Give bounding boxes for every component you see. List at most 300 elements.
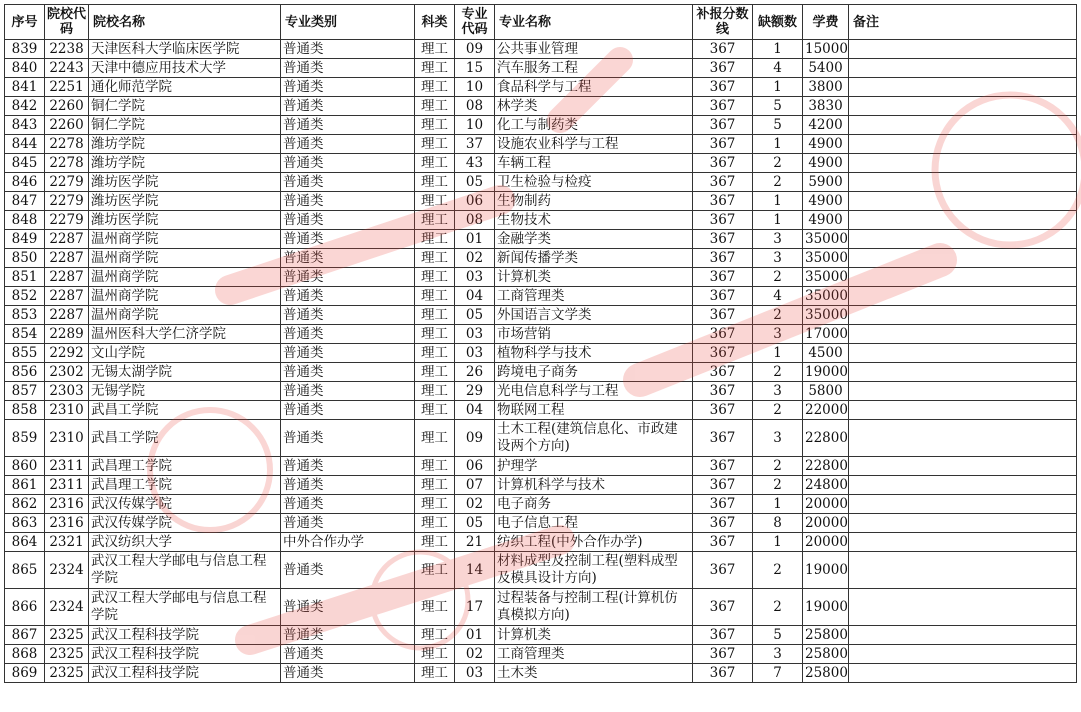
header-school-name: 院校名称 [89, 5, 281, 40]
cell-seq: 842 [5, 97, 45, 116]
cell-school-name: 潍坊学院 [89, 135, 281, 154]
cell-school-name: 潍坊医学院 [89, 192, 281, 211]
table-row [5, 495, 1077, 514]
cell-school-code: 2325 [45, 645, 89, 664]
cell-tuition: 4200 [803, 116, 849, 135]
cell-school-name: 武汉工程科技学院 [89, 645, 281, 664]
cell-major-code: 43 [455, 154, 495, 173]
cell-vacancy: 2 [753, 476, 803, 495]
cell-remark [849, 192, 1077, 211]
cell-tuition: 4900 [803, 154, 849, 173]
cell-major-code: 02 [455, 249, 495, 268]
cell-seq: 866 [5, 589, 45, 626]
cell-remark [849, 287, 1077, 306]
header-remark: 备注 [849, 5, 1077, 40]
cell-score-line: 367 [693, 268, 753, 287]
cell-school-code: 2310 [45, 401, 89, 420]
cell-school-code: 2292 [45, 344, 89, 363]
cell-tuition: 4900 [803, 135, 849, 154]
cell-tuition: 17000 [803, 325, 849, 344]
header-tuition: 学费 [803, 5, 849, 40]
cell-vacancy: 1 [753, 135, 803, 154]
cell-score-line: 367 [693, 514, 753, 533]
cell-remark [849, 249, 1077, 268]
cell-major-name: 化工与制药类 [495, 116, 693, 135]
cell-major-code: 02 [455, 495, 495, 514]
cell-remark [849, 173, 1077, 192]
cell-major-category: 普通类 [281, 287, 415, 306]
cell-remark [849, 533, 1077, 552]
cell-school-name: 天津中德应用技术大学 [89, 59, 281, 78]
table-row [5, 363, 1077, 382]
cell-major-category: 普通类 [281, 325, 415, 344]
cell-seq: 847 [5, 192, 45, 211]
cell-score-line: 367 [693, 40, 753, 59]
cell-seq: 861 [5, 476, 45, 495]
cell-tuition: 4500 [803, 344, 849, 363]
cell-major-code: 03 [455, 325, 495, 344]
cell-subject: 理工 [415, 97, 455, 116]
cell-major-code: 10 [455, 78, 495, 97]
header-seq: 序号 [5, 5, 45, 40]
cell-score-line: 367 [693, 420, 753, 457]
cell-major-category: 普通类 [281, 40, 415, 59]
cell-tuition: 35000 [803, 230, 849, 249]
cell-tuition: 5800 [803, 382, 849, 401]
cell-remark [849, 97, 1077, 116]
cell-major-category: 普通类 [281, 135, 415, 154]
cell-remark [849, 401, 1077, 420]
cell-school-code: 2251 [45, 78, 89, 97]
cell-remark [849, 382, 1077, 401]
cell-vacancy: 3 [753, 230, 803, 249]
cell-vacancy: 5 [753, 116, 803, 135]
cell-school-name: 通化师范学院 [89, 78, 281, 97]
cell-major-category: 普通类 [281, 476, 415, 495]
table-row [5, 40, 1077, 59]
cell-score-line: 367 [693, 589, 753, 626]
cell-remark [849, 154, 1077, 173]
cell-remark [849, 645, 1077, 664]
cell-seq: 864 [5, 533, 45, 552]
cell-school-code: 2279 [45, 173, 89, 192]
cell-school-code: 2303 [45, 382, 89, 401]
cell-major-code: 08 [455, 97, 495, 116]
cell-tuition: 35000 [803, 287, 849, 306]
cell-major-code: 26 [455, 363, 495, 382]
cell-major-category: 普通类 [281, 97, 415, 116]
cell-remark [849, 116, 1077, 135]
cell-major-code: 06 [455, 457, 495, 476]
cell-seq: 867 [5, 626, 45, 645]
cell-seq: 855 [5, 344, 45, 363]
cell-seq: 859 [5, 420, 45, 457]
cell-vacancy: 1 [753, 344, 803, 363]
cell-score-line: 367 [693, 457, 753, 476]
header-major-name: 专业名称 [495, 5, 693, 40]
cell-remark [849, 589, 1077, 626]
cell-score-line: 367 [693, 192, 753, 211]
table-row [5, 230, 1077, 249]
table-row [5, 192, 1077, 211]
cell-subject: 理工 [415, 59, 455, 78]
cell-vacancy: 3 [753, 382, 803, 401]
cell-subject: 理工 [415, 552, 455, 589]
cell-tuition: 5400 [803, 59, 849, 78]
cell-school-name: 武汉工程科技学院 [89, 626, 281, 645]
cell-vacancy: 2 [753, 589, 803, 626]
cell-major-category: 中外合作办学 [281, 533, 415, 552]
cell-school-name: 铜仁学院 [89, 116, 281, 135]
cell-major-name: 汽车服务工程 [495, 59, 693, 78]
cell-major-name: 土木类 [495, 664, 693, 683]
cell-score-line: 367 [693, 401, 753, 420]
cell-school-code: 2311 [45, 476, 89, 495]
cell-seq: 846 [5, 173, 45, 192]
table-row [5, 268, 1077, 287]
cell-school-name: 武昌理工学院 [89, 457, 281, 476]
cell-school-name: 温州商学院 [89, 230, 281, 249]
cell-seq: 851 [5, 268, 45, 287]
table-row [5, 249, 1077, 268]
cell-tuition: 4900 [803, 211, 849, 230]
cell-vacancy: 7 [753, 664, 803, 683]
cell-school-code: 2287 [45, 287, 89, 306]
cell-major-name: 设施农业科学与工程 [495, 135, 693, 154]
cell-school-name: 温州商学院 [89, 268, 281, 287]
cell-vacancy: 5 [753, 626, 803, 645]
table-row [5, 211, 1077, 230]
cell-subject: 理工 [415, 306, 455, 325]
table-row [5, 173, 1077, 192]
cell-tuition: 25800 [803, 645, 849, 664]
table-row [5, 552, 1077, 589]
cell-subject: 理工 [415, 476, 455, 495]
cell-major-name: 车辆工程 [495, 154, 693, 173]
table-row [5, 382, 1077, 401]
cell-major-category: 普通类 [281, 457, 415, 476]
cell-school-name: 潍坊学院 [89, 154, 281, 173]
cell-remark [849, 552, 1077, 589]
cell-score-line: 367 [693, 476, 753, 495]
cell-subject: 理工 [415, 230, 455, 249]
cell-seq: 850 [5, 249, 45, 268]
cell-subject: 理工 [415, 135, 455, 154]
cell-tuition: 22000 [803, 401, 849, 420]
cell-school-code: 2316 [45, 514, 89, 533]
cell-score-line: 367 [693, 363, 753, 382]
cell-score-line: 367 [693, 626, 753, 645]
cell-remark [849, 78, 1077, 97]
table-row [5, 626, 1077, 645]
cell-seq: 857 [5, 382, 45, 401]
cell-major-category: 普通类 [281, 589, 415, 626]
cell-subject: 理工 [415, 382, 455, 401]
cell-tuition: 19000 [803, 552, 849, 589]
cell-subject: 理工 [415, 514, 455, 533]
cell-remark [849, 363, 1077, 382]
cell-major-name: 生物制药 [495, 192, 693, 211]
table-row [5, 664, 1077, 683]
cell-major-name: 材料成型及控制工程(塑料成型及模具设计方向) [495, 552, 693, 589]
cell-score-line: 367 [693, 645, 753, 664]
cell-remark [849, 664, 1077, 683]
cell-major-code: 07 [455, 476, 495, 495]
cell-vacancy: 2 [753, 552, 803, 589]
cell-school-name: 武汉纺织大学 [89, 533, 281, 552]
table-row [5, 589, 1077, 626]
cell-major-category: 普通类 [281, 306, 415, 325]
cell-vacancy: 3 [753, 420, 803, 457]
cell-seq: 856 [5, 363, 45, 382]
cell-score-line: 367 [693, 135, 753, 154]
cell-school-code: 2289 [45, 325, 89, 344]
cell-remark [849, 626, 1077, 645]
cell-major-category: 普通类 [281, 382, 415, 401]
cell-score-line: 367 [693, 116, 753, 135]
header-major-category: 专业类别 [281, 5, 415, 40]
cell-score-line: 367 [693, 211, 753, 230]
cell-school-name: 武汉工程大学邮电与信息工程学院 [89, 552, 281, 589]
header-score-line: 补报分数线 [693, 5, 753, 40]
cell-subject: 理工 [415, 116, 455, 135]
cell-school-code: 2310 [45, 420, 89, 457]
cell-score-line: 367 [693, 344, 753, 363]
cell-tuition: 5900 [803, 173, 849, 192]
cell-subject: 理工 [415, 626, 455, 645]
header-vacancy: 缺额数 [753, 5, 803, 40]
cell-tuition: 20000 [803, 495, 849, 514]
cell-seq: 844 [5, 135, 45, 154]
cell-school-name: 武昌工学院 [89, 401, 281, 420]
cell-tuition: 20000 [803, 514, 849, 533]
cell-vacancy: 1 [753, 533, 803, 552]
cell-vacancy: 5 [753, 97, 803, 116]
cell-seq: 869 [5, 664, 45, 683]
cell-vacancy: 3 [753, 249, 803, 268]
cell-subject: 理工 [415, 192, 455, 211]
cell-subject: 理工 [415, 401, 455, 420]
cell-major-code: 17 [455, 589, 495, 626]
cell-school-name: 温州医科大学仁济学院 [89, 325, 281, 344]
cell-school-code: 2278 [45, 135, 89, 154]
cell-school-code: 2260 [45, 97, 89, 116]
cell-major-name: 植物科学与技术 [495, 344, 693, 363]
cell-school-code: 2324 [45, 552, 89, 589]
cell-remark [849, 135, 1077, 154]
cell-vacancy: 1 [753, 78, 803, 97]
cell-subject: 理工 [415, 211, 455, 230]
cell-remark [849, 495, 1077, 514]
cell-major-name: 公共事业管理 [495, 40, 693, 59]
cell-school-code: 2260 [45, 116, 89, 135]
cell-seq: 858 [5, 401, 45, 420]
cell-major-name: 卫生检验与检疫 [495, 173, 693, 192]
cell-seq: 848 [5, 211, 45, 230]
cell-major-code: 10 [455, 116, 495, 135]
cell-tuition: 20000 [803, 533, 849, 552]
cell-seq: 840 [5, 59, 45, 78]
header-major-code: 专业代码 [455, 5, 495, 40]
cell-subject: 理工 [415, 268, 455, 287]
cell-major-category: 普通类 [281, 363, 415, 382]
cell-school-code: 2278 [45, 154, 89, 173]
cell-vacancy: 2 [753, 154, 803, 173]
cell-major-category: 普通类 [281, 344, 415, 363]
cell-major-code: 21 [455, 533, 495, 552]
cell-subject: 理工 [415, 154, 455, 173]
cell-major-name: 计算机类 [495, 268, 693, 287]
cell-subject: 理工 [415, 40, 455, 59]
cell-major-code: 37 [455, 135, 495, 154]
cell-vacancy: 1 [753, 192, 803, 211]
cell-major-code: 05 [455, 173, 495, 192]
table-row [5, 116, 1077, 135]
cell-major-name: 纺织工程(中外合作办学) [495, 533, 693, 552]
table-row [5, 154, 1077, 173]
cell-major-category: 普通类 [281, 116, 415, 135]
cell-school-code: 2287 [45, 306, 89, 325]
table-row [5, 645, 1077, 664]
cell-school-name: 铜仁学院 [89, 97, 281, 116]
cell-school-code: 2324 [45, 589, 89, 626]
cell-remark [849, 268, 1077, 287]
cell-major-name: 光电信息科学与工程 [495, 382, 693, 401]
cell-remark [849, 230, 1077, 249]
cell-major-name: 计算机科学与技术 [495, 476, 693, 495]
cell-major-category: 普通类 [281, 78, 415, 97]
cell-tuition: 22800 [803, 457, 849, 476]
cell-remark [849, 325, 1077, 344]
table-header-row [5, 5, 1077, 40]
cell-subject: 理工 [415, 664, 455, 683]
cell-school-code: 2325 [45, 626, 89, 645]
cell-vacancy: 1 [753, 40, 803, 59]
cell-major-code: 05 [455, 514, 495, 533]
cell-major-name: 生物技术 [495, 211, 693, 230]
cell-seq: 863 [5, 514, 45, 533]
cell-major-name: 电子信息工程 [495, 514, 693, 533]
cell-seq: 839 [5, 40, 45, 59]
cell-tuition: 35000 [803, 249, 849, 268]
cell-major-name: 市场营销 [495, 325, 693, 344]
cell-major-category: 普通类 [281, 173, 415, 192]
cell-score-line: 367 [693, 664, 753, 683]
cell-school-name: 武汉工程大学邮电与信息工程学院 [89, 589, 281, 626]
cell-school-name: 无锡学院 [89, 382, 281, 401]
cell-school-name: 武昌工学院 [89, 420, 281, 457]
table-body [5, 40, 1077, 683]
table-row [5, 78, 1077, 97]
cell-subject: 理工 [415, 363, 455, 382]
cell-vacancy: 2 [753, 306, 803, 325]
cell-school-name: 天津医科大学临床医学院 [89, 40, 281, 59]
cell-school-code: 2325 [45, 664, 89, 683]
cell-major-category: 普通类 [281, 154, 415, 173]
cell-vacancy: 4 [753, 59, 803, 78]
cell-seq: 853 [5, 306, 45, 325]
cell-school-code: 2316 [45, 495, 89, 514]
table-row [5, 457, 1077, 476]
cell-remark [849, 40, 1077, 59]
cell-school-code: 2287 [45, 230, 89, 249]
cell-school-code: 2302 [45, 363, 89, 382]
cell-major-category: 普通类 [281, 626, 415, 645]
cell-school-code: 2238 [45, 40, 89, 59]
cell-school-code: 2287 [45, 249, 89, 268]
cell-remark [849, 59, 1077, 78]
cell-vacancy: 1 [753, 211, 803, 230]
cell-school-name: 温州商学院 [89, 249, 281, 268]
cell-school-name: 潍坊医学院 [89, 173, 281, 192]
cell-score-line: 367 [693, 552, 753, 589]
cell-school-name: 温州商学院 [89, 287, 281, 306]
cell-school-name: 文山学院 [89, 344, 281, 363]
cell-major-name: 林学类 [495, 97, 693, 116]
cell-remark [849, 476, 1077, 495]
cell-score-line: 367 [693, 495, 753, 514]
cell-major-code: 03 [455, 344, 495, 363]
cell-major-name: 工商管理类 [495, 645, 693, 664]
cell-major-category: 普通类 [281, 59, 415, 78]
cell-vacancy: 2 [753, 457, 803, 476]
cell-major-code: 01 [455, 626, 495, 645]
cell-score-line: 367 [693, 382, 753, 401]
cell-major-category: 普通类 [281, 211, 415, 230]
cell-tuition: 25800 [803, 626, 849, 645]
cell-tuition: 3800 [803, 78, 849, 97]
cell-major-code: 14 [455, 552, 495, 589]
cell-major-code: 03 [455, 664, 495, 683]
cell-seq: 852 [5, 287, 45, 306]
cell-school-code: 2311 [45, 457, 89, 476]
cell-major-name: 护理学 [495, 457, 693, 476]
cell-major-category: 普通类 [281, 552, 415, 589]
cell-school-name: 武汉传媒学院 [89, 495, 281, 514]
cell-major-category: 普通类 [281, 495, 415, 514]
cell-school-code: 2279 [45, 211, 89, 230]
cell-remark [849, 514, 1077, 533]
cell-subject: 理工 [415, 495, 455, 514]
cell-major-category: 普通类 [281, 645, 415, 664]
cell-subject: 理工 [415, 249, 455, 268]
cell-seq: 865 [5, 552, 45, 589]
cell-subject: 理工 [415, 589, 455, 626]
cell-major-category: 普通类 [281, 249, 415, 268]
table-row [5, 287, 1077, 306]
admissions-table-container [4, 4, 1077, 683]
cell-vacancy: 3 [753, 645, 803, 664]
table-row [5, 420, 1077, 457]
cell-vacancy: 2 [753, 268, 803, 287]
cell-major-code: 09 [455, 420, 495, 457]
cell-subject: 理工 [415, 420, 455, 457]
table-row [5, 514, 1077, 533]
cell-score-line: 367 [693, 97, 753, 116]
table-row [5, 325, 1077, 344]
cell-major-category: 普通类 [281, 230, 415, 249]
cell-major-name: 工商管理类 [495, 287, 693, 306]
cell-school-code: 2243 [45, 59, 89, 78]
cell-remark [849, 211, 1077, 230]
cell-school-name: 武昌理工学院 [89, 476, 281, 495]
cell-major-name: 跨境电子商务 [495, 363, 693, 382]
cell-subject: 理工 [415, 344, 455, 363]
cell-school-code: 2321 [45, 533, 89, 552]
cell-tuition: 3830 [803, 97, 849, 116]
cell-major-category: 普通类 [281, 514, 415, 533]
cell-major-code: 01 [455, 230, 495, 249]
